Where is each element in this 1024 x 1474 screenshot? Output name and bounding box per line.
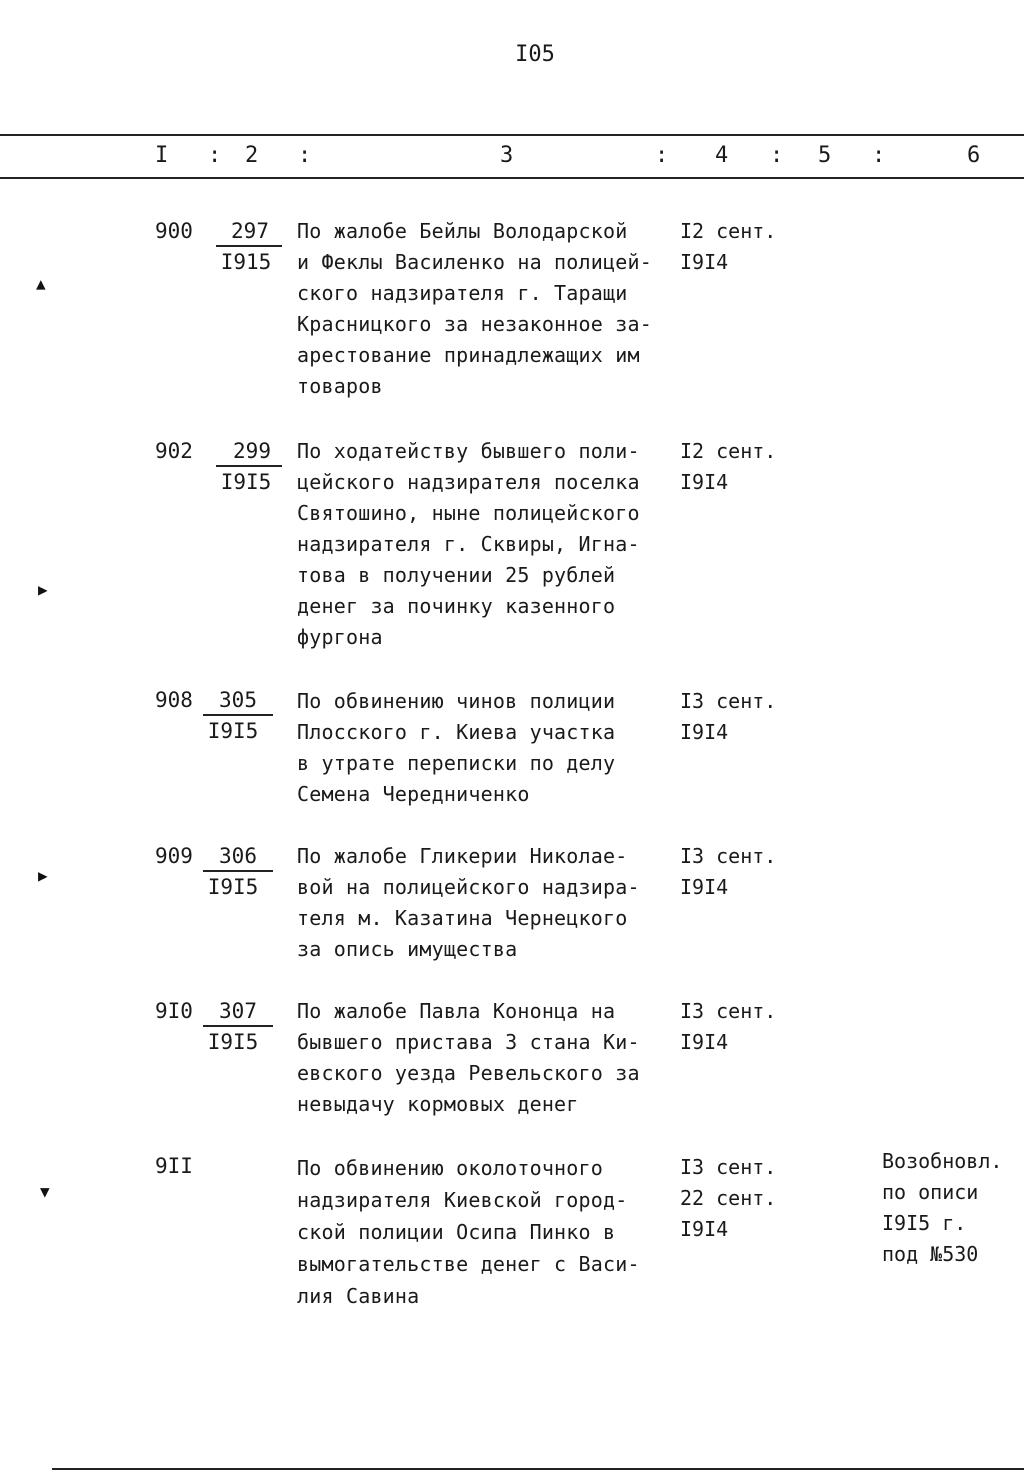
record-date: I3 сент. 22 сент. I9I4 (680, 1155, 777, 1241)
case-number: 299 (233, 439, 271, 463)
column-separator: : (872, 143, 886, 168)
binding-hole-mark: ▶ (38, 866, 48, 885)
record-date: I3 сент. I9I4 (680, 844, 777, 899)
record-date: I3 сент. I9I4 (680, 999, 777, 1054)
column-separator: : (208, 143, 222, 168)
column-header-5: 5 (818, 143, 832, 168)
record-description: По жалобе Гликерии Николае- вой на полицейского надзира- теля м. Казатина Чернецкого за опись имущества (297, 844, 640, 961)
fraction-line (203, 870, 273, 872)
record-description: По ходатейству бывшего поли- цейского надзирателя поселка Святошино, ныне полицейского надзирателя г. Сквиры, Игна- това в получении 25 рублей денег за починку казенного фургона (297, 439, 640, 649)
record-number: 9I0 (155, 999, 193, 1023)
record-date: I2 сент. I9I4 (680, 219, 777, 274)
record-number: 900 (155, 219, 193, 243)
record-number: 909 (155, 844, 193, 868)
binding-hole-mark: ▶ (38, 580, 48, 599)
column-separator: : (298, 143, 312, 168)
column-header-3: 3 (500, 143, 514, 168)
record-date: I3 сент. I9I4 (680, 689, 777, 744)
column-separator: : (655, 143, 669, 168)
column-header-6: 6 (967, 143, 981, 168)
case-number: 306 (219, 844, 257, 868)
column-header-4: 4 (715, 143, 729, 168)
binding-hole-mark: ▼ (40, 1182, 50, 1201)
fraction-line (203, 714, 273, 716)
case-year: I9I5 (220, 470, 272, 494)
header-top-rule (0, 134, 1024, 136)
record-description: По жалобе Павла Кононца на бывшего пристава 3 стана Ки- евского уезда Ревельского за невыдачу кормовых денег (297, 999, 640, 1116)
case-year: I915 (220, 250, 272, 274)
case-number: 297 (231, 219, 269, 243)
case-number: 307 (219, 999, 257, 1023)
page-number: I05 (515, 42, 555, 67)
column-separator: : (770, 143, 784, 168)
case-year: I9I5 (207, 875, 259, 899)
binding-hole-mark: ▲ (36, 274, 46, 293)
record-number: 908 (155, 688, 193, 712)
record-number: 902 (155, 439, 193, 463)
case-number: 305 (219, 688, 257, 712)
header-bottom-rule (0, 177, 1024, 179)
fraction-line (203, 1025, 273, 1027)
record-description: По обвинению околоточного надзирателя Киевской город- ской полиции Осипа Пинко в вымогательстве денег с Васи- лия Савина (297, 1156, 640, 1308)
fraction-line (216, 245, 282, 247)
column-header-1: I (155, 143, 169, 168)
fraction-line (216, 465, 282, 467)
record-date: I2 сент. I9I4 (680, 439, 777, 494)
case-year: I9I5 (207, 719, 259, 743)
record-description: По жалобе Бейлы Володарской и Феклы Василенко на полицей- ского надзирателя г. Таращи Красницкого за незаконное за- арестование принадлежащих им товаров (297, 219, 652, 398)
case-year: I9I5 (207, 1030, 259, 1054)
record-number: 9II (155, 1154, 193, 1178)
column-header-2: 2 (245, 143, 259, 168)
record-note: Возобновл. по описи I9I5 г. под №530 (882, 1149, 1003, 1266)
record-description: По обвинению чинов полиции Плосского г. Киева участка в утрате переписки по делу Семена Чередниченко (297, 689, 616, 806)
page-bottom-edge (52, 1468, 1024, 1470)
